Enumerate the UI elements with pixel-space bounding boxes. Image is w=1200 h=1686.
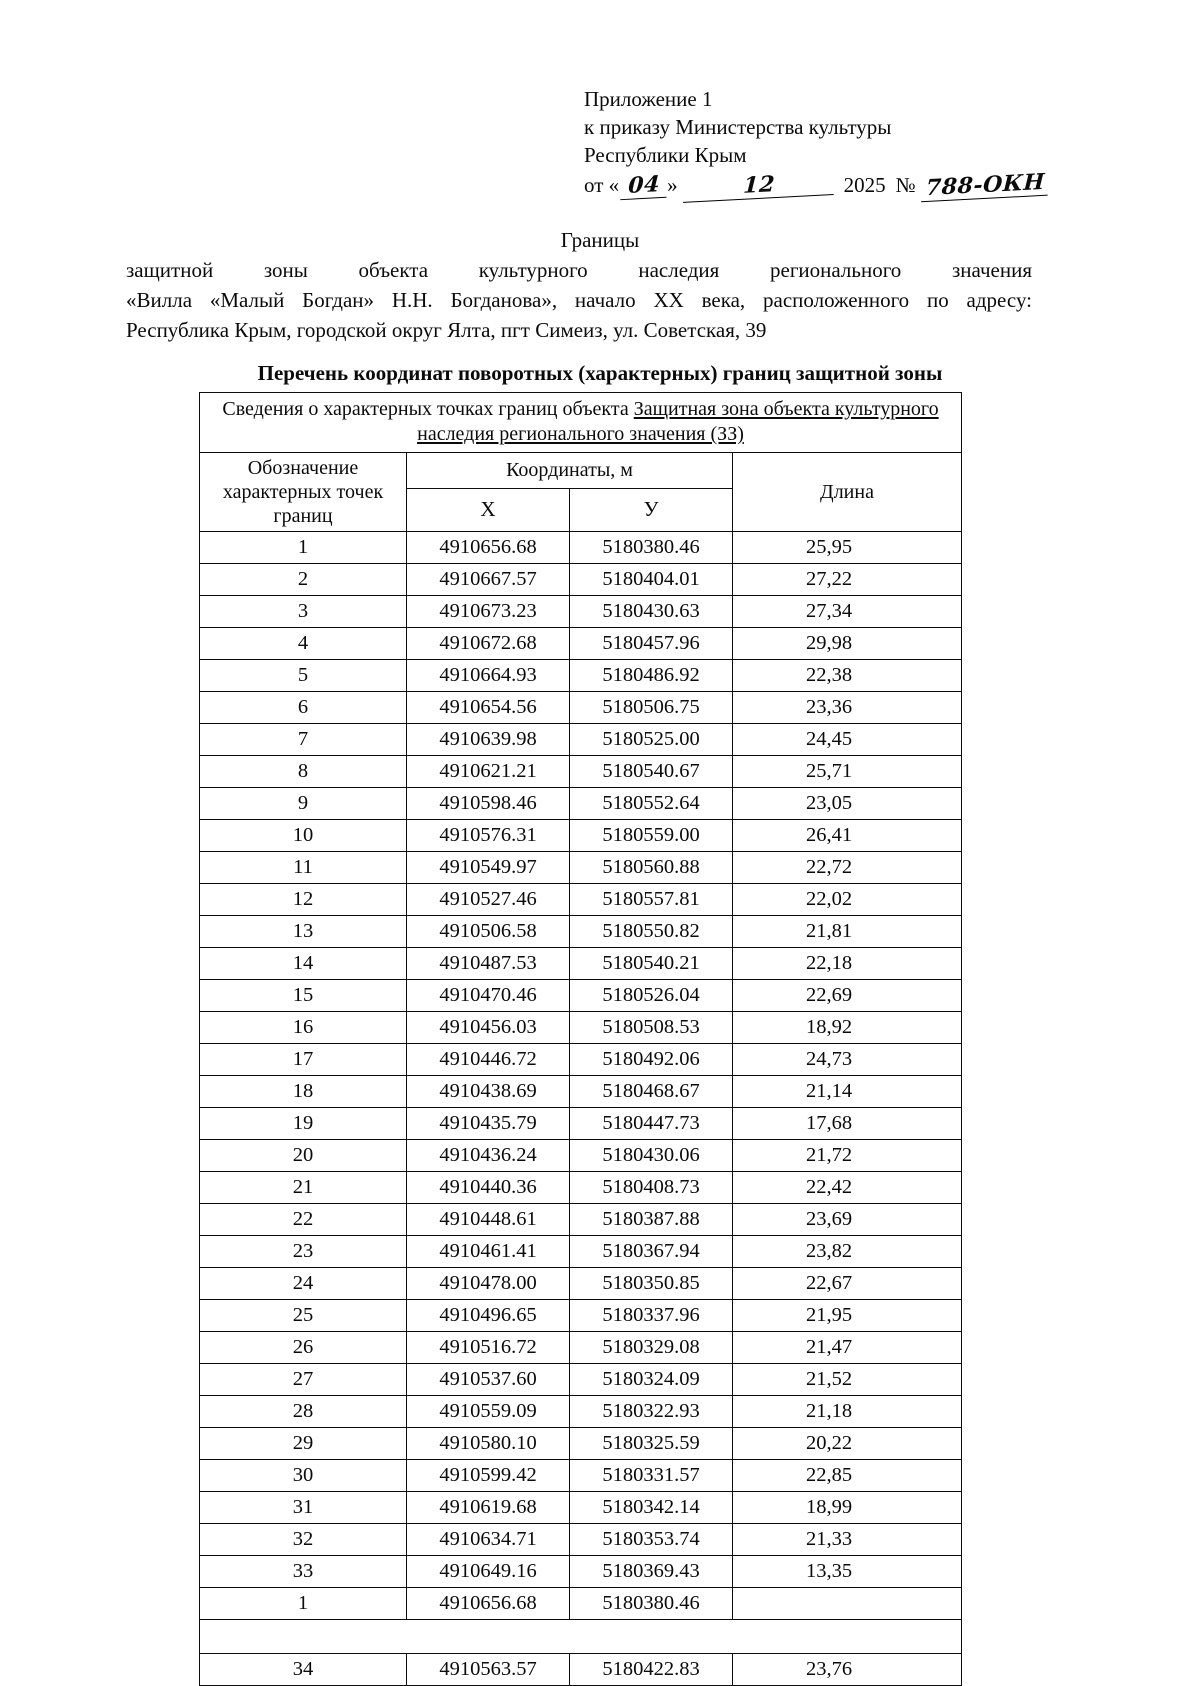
cell-x: 4910456.03 [407,1011,570,1043]
cell-length: 29,98 [733,627,962,659]
cell-y: 5180557.81 [570,883,733,915]
order-number-value: 788-ОКН [921,170,1049,202]
cell-y: 5180526.04 [570,979,733,1011]
cell-y: 5180552.64 [570,787,733,819]
cell-y: 5180337.96 [570,1299,733,1331]
table-row [200,531,962,563]
cell-y: 5180350.85 [570,1267,733,1299]
header-y: У [570,489,733,531]
cell-length: 26,41 [733,819,962,851]
cell-y: 5180525.00 [570,723,733,755]
table-row [200,1363,962,1395]
cell-point: 31 [200,1491,407,1523]
cell-x: 4910599.42 [407,1459,570,1491]
cell-point: 6 [200,691,407,723]
cell-y: 5180430.06 [570,1139,733,1171]
cell-y: 5180508.53 [570,1011,733,1043]
cell-x: 4910487.53 [407,947,570,979]
cell-point: 11 [200,851,407,883]
table-row [200,979,962,1011]
table-title-underlined: Защитная зона объекта культурного наследия регионального значения (ЗЗ) [417,398,939,445]
table-row [200,1075,962,1107]
cell-point: 24 [200,1267,407,1299]
intro-line-1: защитной зоны объекта культурного наследия регионального значения [126,258,1032,282]
cell-x: 4910656.68 [407,1587,570,1619]
cell-point: 9 [200,787,407,819]
cell-y: 5180468.67 [570,1075,733,1107]
coordinates-table [199,392,962,1686]
cell-length [733,1587,962,1619]
cell-length: 27,22 [733,563,962,595]
cell-x: 4910440.36 [407,1171,570,1203]
cell-x: 4910470.46 [407,979,570,1011]
cell-length: 17,68 [733,1107,962,1139]
cell-length: 21,47 [733,1331,962,1363]
page-title: Границы [560,228,640,252]
cell-length: 21,33 [733,1523,962,1555]
cell-point: 3 [200,595,407,627]
header-coordinates: Координаты, м [407,452,733,489]
cell-point: 7 [200,723,407,755]
cell-x: 4910448.61 [407,1203,570,1235]
appendix-line-2: к приказу Министерства культуры [584,114,892,139]
table-title-cell [200,393,962,453]
cell-length: 18,99 [733,1491,962,1523]
cell-point: 8 [200,755,407,787]
cell-y: 5180353.74 [570,1523,733,1555]
table-row [200,1491,962,1523]
cell-point: 20 [200,1139,407,1171]
table-row [200,883,962,915]
table-row [200,1653,962,1685]
table-row [200,723,962,755]
cell-point: 14 [200,947,407,979]
table-row [200,1395,962,1427]
cell-length: 27,34 [733,595,962,627]
cell-point: 1 [200,1587,407,1619]
cell-y: 5180331.57 [570,1459,733,1491]
cell-x: 4910672.68 [407,627,570,659]
header-point-designation: Обозначение характерных точек границ [200,452,407,531]
table-row [200,1235,962,1267]
cell-length: 22,42 [733,1171,962,1203]
table-row [200,755,962,787]
table-spacer-row [200,1619,962,1653]
spacer-cell [200,1619,962,1653]
cell-point: 19 [200,1107,407,1139]
cell-point: 33 [200,1555,407,1587]
order-date-line [584,168,1054,201]
cell-x: 4910654.56 [407,691,570,723]
cell-point: 15 [200,979,407,1011]
cell-length: 21,72 [733,1139,962,1171]
cell-y: 5180506.75 [570,691,733,723]
cell-y: 5180322.93 [570,1395,733,1427]
cell-point: 34 [200,1653,407,1685]
cell-length: 22,67 [733,1267,962,1299]
cell-length: 22,38 [733,659,962,691]
cell-x: 4910649.16 [407,1555,570,1587]
table-row [200,627,962,659]
date-day-value: 04 [620,173,668,200]
cell-length: 24,45 [733,723,962,755]
cell-length: 23,69 [733,1203,962,1235]
cell-length: 24,73 [733,1043,962,1075]
cell-point: 27 [200,1363,407,1395]
table-row [200,1043,962,1075]
cell-point: 5 [200,659,407,691]
cell-point: 32 [200,1523,407,1555]
table-row [200,819,962,851]
table-row [200,787,962,819]
cell-length: 21,18 [733,1395,962,1427]
table-body [200,531,962,1685]
cell-y: 5180387.88 [570,1203,733,1235]
cell-x: 4910634.71 [407,1523,570,1555]
cell-x: 4910664.93 [407,659,570,691]
cell-x: 4910598.46 [407,787,570,819]
table-row [200,1459,962,1491]
date-quote-close: » [667,172,678,197]
cell-y: 5180342.14 [570,1491,733,1523]
cell-length: 21,95 [733,1299,962,1331]
cell-point: 26 [200,1331,407,1363]
cell-length: 21,14 [733,1075,962,1107]
cell-y: 5180367.94 [570,1235,733,1267]
table-row [200,1171,962,1203]
cell-x: 4910527.46 [407,883,570,915]
document-intro-paragraph [126,256,1032,345]
table-row [200,1011,962,1043]
table-row [200,1331,962,1363]
cell-x: 4910461.41 [407,1235,570,1267]
cell-y: 5180430.63 [570,595,733,627]
cell-point: 16 [200,1011,407,1043]
cell-x: 4910438.69 [407,1075,570,1107]
cell-x: 4910673.23 [407,595,570,627]
cell-point: 4 [200,627,407,659]
cell-x: 4910559.09 [407,1395,570,1427]
table-row [200,1203,962,1235]
cell-point: 13 [200,915,407,947]
cell-x: 4910436.24 [407,1139,570,1171]
cell-x: 4910580.10 [407,1427,570,1459]
cell-y: 5180408.73 [570,1171,733,1203]
cell-y: 5180404.01 [570,563,733,595]
cell-x: 4910478.00 [407,1267,570,1299]
cell-x: 4910435.79 [407,1107,570,1139]
appendix-header [584,86,1054,200]
cell-y: 5180540.21 [570,947,733,979]
appendix-line-1: Приложение 1 [584,87,713,111]
cell-x: 4910639.98 [407,723,570,755]
cell-length: 13,35 [733,1555,962,1587]
cell-point: 1 [200,531,407,563]
cell-y: 5180369.43 [570,1555,733,1587]
cell-length: 22,69 [733,979,962,1011]
appendix-line-3: Республики Крым [584,142,747,167]
cell-y: 5180540.67 [570,755,733,787]
cell-y: 5180550.82 [570,915,733,947]
cell-x: 4910516.72 [407,1331,570,1363]
cell-x: 4910549.97 [407,851,570,883]
cell-y: 5180380.46 [570,531,733,563]
table-row [200,563,962,595]
cell-point: 25 [200,1299,407,1331]
cell-length: 23,82 [733,1235,962,1267]
cell-x: 4910576.31 [407,819,570,851]
cell-x: 4910667.57 [407,563,570,595]
table-title-plain: Сведения о характерных точках границ объекта [222,398,634,420]
cell-length: 21,52 [733,1363,962,1395]
cell-y: 5180486.92 [570,659,733,691]
table-caption: Перечень координат поворотных (характерных) границ защитной зоны [257,361,943,385]
cell-length: 18,92 [733,1011,962,1043]
cell-length: 22,18 [733,947,962,979]
table-row [200,1523,962,1555]
cell-x: 4910656.68 [407,531,570,563]
cell-x: 4910506.58 [407,915,570,947]
cell-x: 4910496.65 [407,1299,570,1331]
cell-length: 23,05 [733,787,962,819]
table-row [200,1555,962,1587]
cell-x: 4910446.72 [407,1043,570,1075]
date-month-value: 12 [683,170,835,203]
cell-length: 25,95 [733,531,962,563]
cell-point: 23 [200,1235,407,1267]
cell-y: 5180325.59 [570,1427,733,1459]
coordinates-table-container [199,392,961,1686]
cell-point: 17 [200,1043,407,1075]
table-row [200,1587,962,1619]
cell-y: 5180560.88 [570,851,733,883]
cell-y: 5180492.06 [570,1043,733,1075]
cell-y: 5180447.73 [570,1107,733,1139]
cell-point: 10 [200,819,407,851]
cell-x: 4910563.57 [407,1653,570,1685]
cell-x: 4910621.21 [407,755,570,787]
cell-length: 23,36 [733,691,962,723]
table-row [200,915,962,947]
cell-length: 22,85 [733,1459,962,1491]
cell-length: 20,22 [733,1427,962,1459]
table-row [200,947,962,979]
cell-length: 21,81 [733,915,962,947]
table-row [200,1267,962,1299]
cell-point: 30 [200,1459,407,1491]
table-row [200,691,962,723]
cell-y: 5180457.96 [570,627,733,659]
intro-line-3: Республика Крым, городской округ Ялта, пгт Симеиз, ул. Советская, 39 [126,317,767,342]
cell-point: 18 [200,1075,407,1107]
cell-point: 22 [200,1203,407,1235]
cell-x: 4910537.60 [407,1363,570,1395]
table-header-row-1 [200,452,962,489]
cell-length: 22,02 [733,883,962,915]
cell-length: 25,71 [733,755,962,787]
cell-point: 21 [200,1171,407,1203]
header-x: X [407,489,570,531]
cell-length: 23,76 [733,1653,962,1685]
date-year: 2025 [843,172,886,197]
cell-y: 5180324.09 [570,1363,733,1395]
table-row [200,595,962,627]
cell-y: 5180380.46 [570,1587,733,1619]
cell-point: 28 [200,1395,407,1427]
cell-point: 2 [200,563,407,595]
table-row [200,1299,962,1331]
cell-point: 12 [200,883,407,915]
date-prefix: от « [584,172,620,197]
number-sign: № [895,172,916,197]
intro-line-2: «Вилла «Малый Богдан» Н.Н. Богданова», начало XX века, расположенного по адресу: [126,287,1032,312]
table-row [200,1427,962,1459]
cell-y: 5180422.83 [570,1653,733,1685]
table-title-row [200,393,962,453]
table-row [200,851,962,883]
table-row [200,1107,962,1139]
cell-x: 4910619.68 [407,1491,570,1523]
cell-y: 5180559.00 [570,819,733,851]
table-row [200,659,962,691]
cell-length: 22,72 [733,851,962,883]
header-length: Длина [733,452,962,531]
cell-y: 5180329.08 [570,1331,733,1363]
cell-point: 29 [200,1427,407,1459]
table-row [200,1139,962,1171]
